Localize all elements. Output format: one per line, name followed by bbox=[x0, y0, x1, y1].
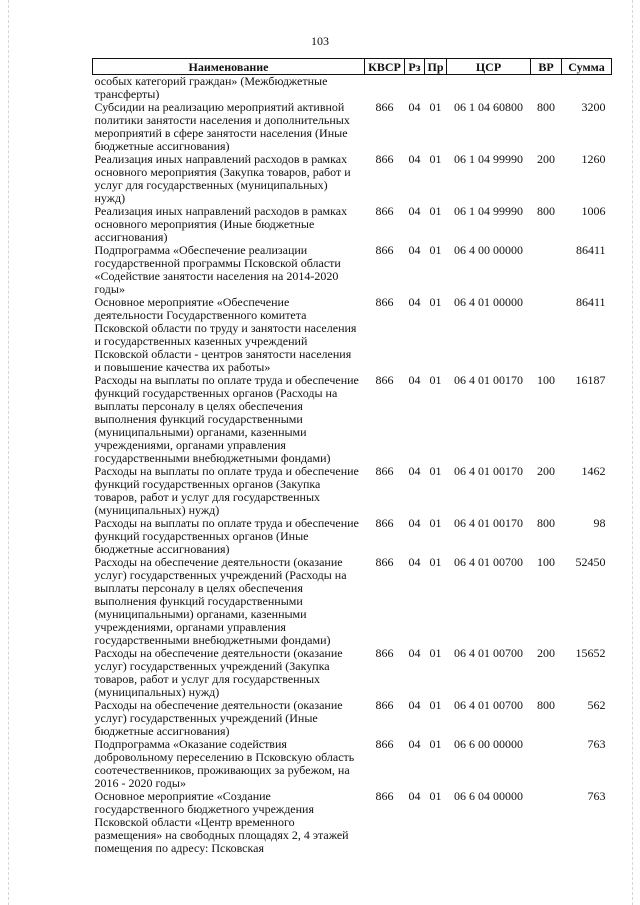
cell-sum: 1260 bbox=[581, 152, 606, 166]
cell-pr: 01 bbox=[429, 373, 442, 387]
cell-sum: 86411 bbox=[575, 295, 606, 309]
header-name: Наименование bbox=[93, 59, 365, 75]
cell-vr: 200 bbox=[537, 464, 555, 478]
cell-name: Расходы на обеспечение деятельности (оказание услуг) государственных учреждений (Иные бюджетные ассигнования) bbox=[94, 698, 343, 738]
cell-kvsr: 866 bbox=[375, 737, 394, 751]
cell-csr: 06 4 01 00170 bbox=[454, 464, 523, 478]
cell-pr: 01 bbox=[429, 295, 442, 309]
cell-csr: 06 1 04 99990 bbox=[454, 152, 523, 166]
cell-kvsr: 866 bbox=[375, 516, 394, 530]
cell-name: Субсидии на реализацию мероприятий активной политики занятости населения и дополнительных мероприятий в сфере занятости населения (Иные бюджетные ассигнования) bbox=[94, 100, 350, 153]
table-row bbox=[93, 790, 612, 855]
cell-pr: 01 bbox=[429, 516, 442, 530]
header-vr: ВР bbox=[531, 59, 562, 75]
cell-name: Расходы на обеспечение деятельности (оказание услуг) государственных учреждений (Закупка товаров, работ и услуг для государственных (муниципальных) нужд) bbox=[94, 646, 343, 699]
cell-vr bbox=[531, 244, 562, 296]
table-row bbox=[93, 205, 612, 244]
cell-vr: 100 bbox=[537, 373, 555, 387]
cell-vr bbox=[531, 738, 562, 790]
cell-csr: 06 6 04 00000 bbox=[454, 789, 523, 803]
cell-sum bbox=[562, 75, 612, 102]
cell-vr bbox=[531, 790, 562, 855]
table-row bbox=[93, 699, 612, 738]
page-number: 103 bbox=[311, 34, 329, 48]
cell-rz: 04 bbox=[408, 698, 421, 712]
cell-sum: 1006 bbox=[581, 204, 606, 218]
header-rz: Рз bbox=[405, 59, 425, 75]
cell-vr: 800 bbox=[537, 516, 555, 530]
cell-vr: 200 bbox=[537, 646, 555, 660]
cell-sum: 763 bbox=[587, 789, 606, 803]
cell-rz: 04 bbox=[408, 243, 421, 257]
cell-kvsr: 866 bbox=[375, 243, 394, 257]
cell-name: Подпрограмма «Обеспечение реализации государственной программы Псковской области «Содействие занятости населения на 2014-2020 годы» bbox=[94, 243, 341, 296]
cell-kvsr: 866 bbox=[375, 152, 394, 166]
cell-vr bbox=[531, 296, 562, 374]
cell-kvsr: 866 bbox=[375, 464, 394, 478]
cell-csr: 06 4 01 00170 bbox=[454, 516, 523, 530]
cell-name: Реализация иных направлений расходов в рамках основного мероприятия (Иные бюджетные ассигнования) bbox=[94, 204, 348, 244]
cell-pr: 01 bbox=[429, 100, 442, 114]
scan-edge-left bbox=[8, 0, 10, 905]
table-row bbox=[93, 153, 612, 205]
table-row bbox=[93, 244, 612, 296]
cell-csr: 06 1 04 60800 bbox=[454, 100, 523, 114]
cell-csr: 06 4 01 00170 bbox=[454, 373, 523, 387]
cell-csr bbox=[447, 75, 531, 102]
cell-rz: 04 bbox=[408, 555, 421, 569]
cell-pr: 01 bbox=[429, 204, 442, 218]
cell-kvsr: 866 bbox=[375, 789, 394, 803]
table-row bbox=[93, 517, 612, 556]
cell-pr: 01 bbox=[429, 789, 442, 803]
cell-name: Подпрограмма «Оказание содействия добровольному переселению в Псковскую область соотечественников, проживающих за рубежом, на 2016 - 2020 годы» bbox=[94, 737, 355, 790]
cell-rz: 04 bbox=[408, 373, 421, 387]
cell-kvsr: 866 bbox=[375, 295, 394, 309]
header-csr: ЦСР bbox=[447, 59, 531, 75]
cell-sum: 86411 bbox=[575, 243, 606, 257]
cell-sum: 763 bbox=[587, 737, 606, 751]
cell-csr: 06 6 00 00000 bbox=[454, 737, 523, 751]
cell-vr: 800 bbox=[537, 100, 555, 114]
header-pr: Пр bbox=[425, 59, 447, 75]
cell-rz: 04 bbox=[408, 152, 421, 166]
cell-kvsr bbox=[365, 75, 405, 102]
table-row bbox=[93, 465, 612, 517]
cell-rz: 04 bbox=[408, 464, 421, 478]
cell-kvsr: 866 bbox=[375, 698, 394, 712]
cell-pr: 01 bbox=[429, 646, 442, 660]
cell-pr: 01 bbox=[429, 698, 442, 712]
cell-kvsr: 866 bbox=[375, 204, 394, 218]
cell-name: Основное мероприятие «Создание государственного бюджетного учреждения Псковской области «Центр временного размещения» на свободных площадях 2, 4 этажей помещения по адресу: Псковская bbox=[94, 789, 349, 855]
cell-name: особых категорий граждан» (Межбюджетные трансферты) bbox=[94, 74, 328, 101]
cell-kvsr: 866 bbox=[375, 100, 394, 114]
cell-name: Расходы на выплаты по оплате труда и обеспечение функций государственных органов (Закупка товаров, работ и услуг для государственных (муниципальных) нужд) bbox=[94, 464, 359, 517]
cell-pr: 01 bbox=[429, 464, 442, 478]
table-row bbox=[93, 556, 612, 647]
cell-sum: 15652 bbox=[575, 646, 606, 660]
cell-csr: 06 4 01 00000 bbox=[454, 295, 523, 309]
cell-csr: 06 4 01 00700 bbox=[454, 555, 523, 569]
table-header-row bbox=[93, 59, 612, 75]
scan-edge-right bbox=[632, 0, 634, 905]
table-row bbox=[93, 101, 612, 153]
table-row bbox=[93, 647, 612, 699]
cell-rz: 04 bbox=[408, 737, 421, 751]
cell-rz: 04 bbox=[408, 789, 421, 803]
cell-pr: 01 bbox=[429, 243, 442, 257]
cell-sum: 16187 bbox=[575, 373, 606, 387]
cell-csr: 06 4 01 00700 bbox=[454, 646, 523, 660]
cell-name: Реализация иных направлений расходов в рамках основного мероприятия (Закупка товаров, работ и услуг для государственных (муниципальных) нужд) bbox=[94, 152, 351, 205]
cell-sum: 52450 bbox=[575, 555, 606, 569]
cell-kvsr: 866 bbox=[375, 555, 394, 569]
cell-rz bbox=[405, 75, 425, 102]
cell-vr: 200 bbox=[537, 152, 555, 166]
cell-pr: 01 bbox=[429, 555, 442, 569]
cell-vr: 800 bbox=[537, 204, 555, 218]
cell-rz: 04 bbox=[408, 516, 421, 530]
cell-name: Расходы на обеспечение деятельности (оказание услуг) государственных учреждений (Расходы на выплаты персоналу в целях обеспечения выполнения функций государственными (муниципальными) органами, казенными учреждениями, органами управления государственными внебюджетными фондами) bbox=[94, 555, 347, 647]
header-sum: Сумма bbox=[562, 59, 612, 75]
cell-sum: 3200 bbox=[581, 100, 606, 114]
cell-csr: 06 1 04 99990 bbox=[454, 204, 523, 218]
cell-rz: 04 bbox=[408, 646, 421, 660]
budget-table bbox=[92, 58, 611, 855]
table-row bbox=[93, 374, 612, 465]
cell-rz: 04 bbox=[408, 204, 421, 218]
cell-csr: 06 4 00 00000 bbox=[454, 243, 523, 257]
header-kvsr: КВСР bbox=[365, 59, 405, 75]
table-row bbox=[93, 75, 612, 102]
cell-kvsr: 866 bbox=[375, 373, 394, 387]
cell-rz: 04 bbox=[408, 100, 421, 114]
table-row bbox=[93, 296, 612, 374]
cell-name: Расходы на выплаты по оплате труда и обеспечение функций государственных органов (Иные бюджетные ассигнования) bbox=[94, 516, 359, 556]
cell-pr: 01 bbox=[429, 737, 442, 751]
cell-vr bbox=[531, 75, 562, 102]
cell-rz: 04 bbox=[408, 295, 421, 309]
cell-sum: 562 bbox=[587, 698, 606, 712]
cell-name: Основное мероприятие «Обеспечение деятельности Государственного комитета Псковской области по труду и занятости населения и государственных казенных учреждений Псковской области - центров занятости населения и повышение качества их работы» bbox=[94, 295, 357, 374]
cell-vr: 800 bbox=[537, 698, 555, 712]
cell-vr: 100 bbox=[537, 555, 555, 569]
cell-kvsr: 866 bbox=[375, 646, 394, 660]
cell-pr bbox=[425, 75, 447, 102]
table-row bbox=[93, 738, 612, 790]
cell-sum: 1462 bbox=[581, 464, 606, 478]
cell-name: Расходы на выплаты по оплате труда и обеспечение функций государственных органов (Расходы на выплаты персоналу в целях обеспечения выполнения функций государственными (муниципальными) органами, казенными учреждениями, органами управления государственными внебюджетными фондами) bbox=[94, 373, 359, 465]
cell-pr: 01 bbox=[429, 152, 442, 166]
cell-sum: 98 bbox=[593, 516, 606, 530]
cell-csr: 06 4 01 00700 bbox=[454, 698, 523, 712]
